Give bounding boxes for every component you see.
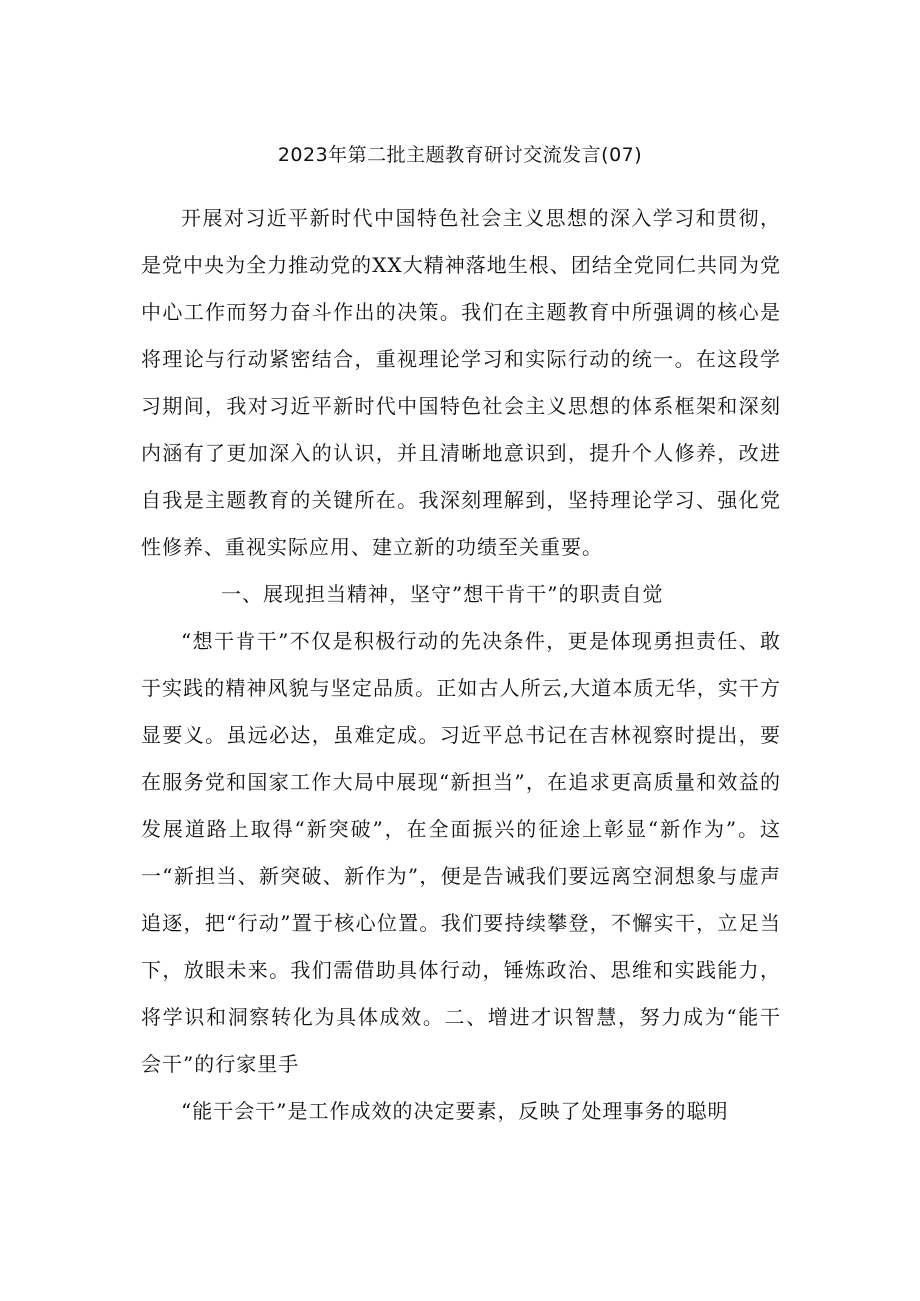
section-heading-1: 一、展现担当精神，坚守”想干肯干”的职责自觉 bbox=[221, 582, 664, 606]
document-title: 2023年第二批主题教育研讨交流发言(07) bbox=[277, 144, 643, 166]
paragraph-intro: 开展对习近平新时代中国特色社会主义思想的深入学习和贯彻，是党中央为全力推动党的XX大精神落地生根、团结全党同仁共同为党中心工作而努力奋斗作出的决策。我们在主题教育中所强调的核心是将理论与行动紧密结合，重视理论学习和实际行动的统一。在这段学习期间，我对习近平新时代中国特色社会主义思想的体系框架和深刻内涵有了更加深入的认识，并且清晰地意识到，提升个人修养，改进自我是主题教育的关键所在。我深刻理解到，坚持理论学习、强化党性修养、重视实际应用、建立新的功绩至关重要。 bbox=[141, 206, 781, 559]
document-body bbox=[141, 195, 781, 1135]
paragraph-section-1: “想干肯干”不仅是积极行动的先决条件，更是体现勇担责任、敢于实践的精神风貌与坚定品质。正如古人所云,大道本质无华，实干方显要义。虽远必达，虽难定成。习近平总书记在吉林视察时提出，要在服务党和国家工作大局中展现“新担当”，在追求更高质量和效益的发展道路上取得“新突破”，在全面振兴的征途上彰显“新作为”。这一“新担当、新突破、新作为”，便是告诫我们要远离空洞想象与虚声追逐，把“行动”置于核心位置。我们要持续攀登，不懈实干，立足当下，放眼未来。我们需借助具体行动，锤炼政治、思维和实践能力，将学识和洞察转化为具体成效。二、增进才识智慧，努力成为“能干会干”的行家里手 bbox=[141, 629, 781, 1076]
paragraph-section-2-start: “能干会干”是工作成效的决定要素，反映了处理事务的聪明 bbox=[181, 1099, 729, 1123]
